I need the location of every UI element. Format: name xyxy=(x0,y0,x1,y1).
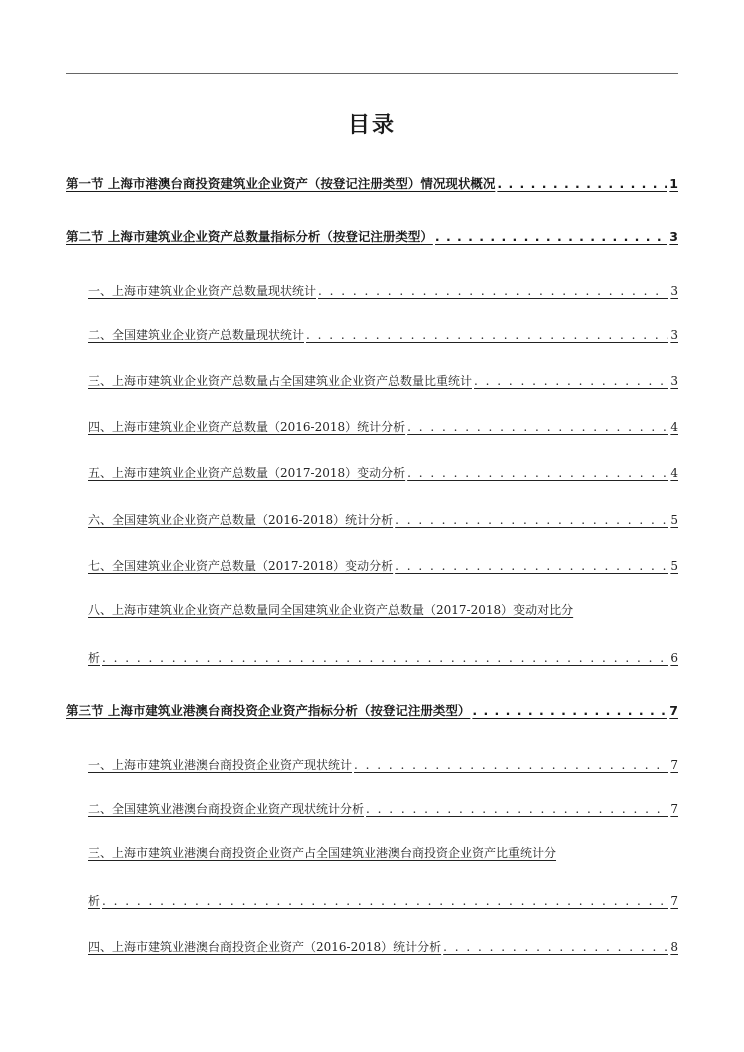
toc-page-number: 4 xyxy=(670,420,678,434)
toc-entry-3-2[interactable] xyxy=(88,797,678,819)
toc-entry-3-3-line1[interactable]: 三、上海市建筑业港澳台商投资企业资产占全国建筑业港澳台商投资企业资产比重统计分 xyxy=(88,846,557,860)
toc-leader xyxy=(407,463,668,483)
toc-leader xyxy=(443,937,668,957)
toc-leader xyxy=(395,556,668,576)
toc-entry-3-4[interactable] xyxy=(88,935,678,957)
toc-entry-2-3[interactable] xyxy=(88,369,678,391)
toc-page-number: 3 xyxy=(669,229,678,244)
toc-entry-text: 二、全国建筑业企业资产总数量现状统计 xyxy=(88,328,305,342)
toc-entry-text: 四、上海市建筑业企业资产总数量（2016-2018）统计分析 xyxy=(88,420,406,434)
toc-page-number: 3 xyxy=(670,284,678,298)
toc-leader xyxy=(395,510,668,530)
toc-page-number: 5 xyxy=(670,513,678,527)
toc-entry-text: 第三节 上海市建筑业港澳台商投资企业资产指标分析（按登记注册类型） xyxy=(66,703,471,718)
toc-page-number: 7 xyxy=(670,894,678,908)
toc-entry-text: 六、全国建筑业企业资产总数量（2016-2018）统计分析 xyxy=(88,513,394,527)
toc-leader xyxy=(366,799,668,819)
toc-page-number: 7 xyxy=(670,802,678,816)
toc-entry-text: 五、上海市建筑业企业资产总数量（2017-2018）变动分析 xyxy=(88,466,406,480)
toc-entry-2-6[interactable] xyxy=(88,508,678,530)
toc-entry-text: 二、全国建筑业港澳台商投资企业资产现状统计分析 xyxy=(88,802,365,816)
toc-leader xyxy=(474,371,668,391)
toc-page-number: 7 xyxy=(669,703,678,718)
toc-entry-section-2[interactable] xyxy=(66,225,678,247)
toc-page-number: 4 xyxy=(670,466,678,480)
toc-page-number: 8 xyxy=(670,940,678,954)
toc-leader xyxy=(102,891,668,911)
toc-page-number: 7 xyxy=(670,758,678,772)
toc-title: 目录 xyxy=(347,113,396,138)
toc-leader xyxy=(102,648,668,668)
toc-entry-text: 析 xyxy=(88,894,101,908)
toc-entry-section-3[interactable] xyxy=(66,699,678,721)
toc-entry-text: 四、上海市建筑业港澳台商投资企业资产（2016-2018）统计分析 xyxy=(88,940,442,954)
toc-leader xyxy=(354,755,668,775)
toc-entry-2-1[interactable] xyxy=(88,279,678,301)
toc-entry-2-7[interactable] xyxy=(88,554,678,576)
toc-page-number: 5 xyxy=(670,559,678,573)
toc-entry-2-5[interactable] xyxy=(88,461,678,483)
toc-entry-text: 七、全国建筑业企业资产总数量（2017-2018）变动分析 xyxy=(88,559,394,573)
header-rule xyxy=(66,73,678,74)
toc-page-number: 3 xyxy=(670,328,678,342)
toc-leader xyxy=(497,174,667,194)
toc-entry-text: 第一节 上海市港澳台商投资建筑业企业资产（按登记注册类型）情况现状概况 xyxy=(66,176,496,191)
toc-leader xyxy=(435,227,667,247)
toc-entry-text: 三、上海市建筑业企业资产总数量占全国建筑业企业资产总数量比重统计 xyxy=(88,374,473,388)
toc-entry-2-8[interactable] xyxy=(88,646,678,668)
toc-entry-text: 第二节 上海市建筑业企业资产总数量指标分析（按登记注册类型） xyxy=(66,229,433,244)
toc-leader xyxy=(472,701,667,721)
toc-leader xyxy=(306,325,668,345)
toc-entry-section-1[interactable] xyxy=(66,172,678,194)
toc-entry-3-1[interactable] xyxy=(88,753,678,775)
toc-page-number: 6 xyxy=(670,651,678,665)
toc-leader xyxy=(407,417,668,437)
toc-entry-2-4[interactable] xyxy=(88,415,678,437)
toc-entry-text: 一、上海市建筑业港澳台商投资企业资产现状统计 xyxy=(88,758,353,772)
toc-leader xyxy=(318,281,668,301)
toc-page-number: 3 xyxy=(670,374,678,388)
toc-entry-text: 析 xyxy=(88,651,101,665)
toc-page-number: 1 xyxy=(669,176,678,191)
toc-entry-text: 一、上海市建筑业企业资产总数量现状统计 xyxy=(88,284,317,298)
toc-entry-2-2[interactable] xyxy=(88,323,678,345)
toc-entry-3-3[interactable] xyxy=(88,889,678,911)
toc-entry-2-8-line1[interactable]: 八、上海市建筑业企业资产总数量同全国建筑业企业资产总数量（2017-2018）变动对比分 xyxy=(88,603,574,617)
